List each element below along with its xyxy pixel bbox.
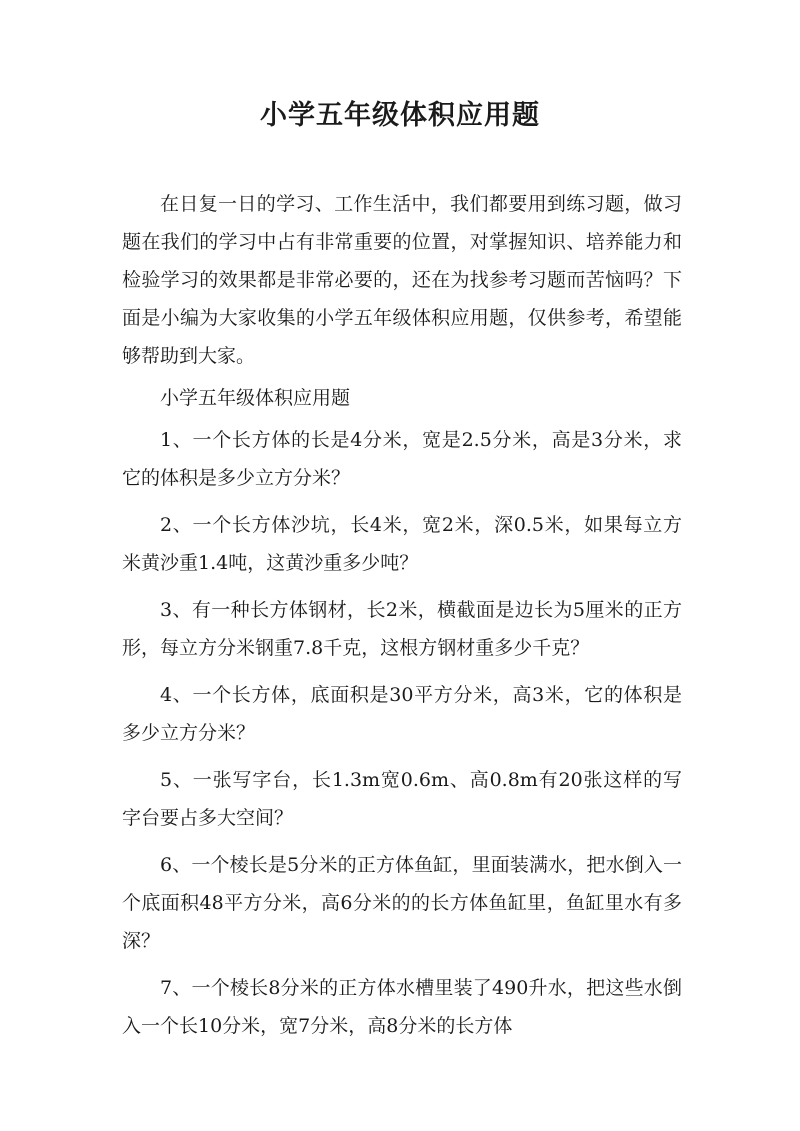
- question-1: 1、一个长方体的长是4分米，宽是2.5分米，高是3分米，求它的体积是多少立方分米？: [122, 429, 682, 489]
- question-5: 5、一张写字台，长1.3m宽0.6m、高0.8m有20张这样的写字台要占多大空间？: [122, 769, 682, 829]
- question-2: 2、一个长方体沙坑，长4米，宽2米，深0.5米，如果每立方米黄沙重1.4吨，这黄沙重多少吨？: [122, 514, 682, 574]
- document-title: 小学五年级体积应用题: [260, 100, 540, 131]
- document-body: [122, 185, 682, 1054]
- question-4: 4、一个长方体，底面积是30平方分米，高3米，它的体积是多少立方分米？: [122, 684, 682, 744]
- intro-paragraph: 在日复一日的学习、工作生活中，我们都要用到练习题，做习题在我们的学习中占有非常重要的位置，对掌握知识、培养能力和检验学习的效果都是非常必要的，还在为找参考习题而苦恼吗？下面是小编为大家收集的小学五年级体积应用题，仅供参考，希望能够帮助到大家。: [122, 193, 682, 367]
- section-subheading: 小学五年级体积应用题: [160, 387, 351, 409]
- question-6: 6、一个棱长是5分米的正方体鱼缸，里面装满水，把水倒入一个底面积48平方分米，高6分米的的长方体鱼缸里，鱼缸里水有多深？: [122, 854, 682, 952]
- question-3: 3、有一种长方体钢材，长2米，横截面是边长为5厘米的正方形，每立方分米钢重7.8千克，这根方钢材重多少千克？: [122, 599, 682, 659]
- question-7: 7、一个棱长8分米的正方体水槽里装了490升水，把这些水倒入一个长10分米，宽7分米，高8分米的长方体: [122, 977, 682, 1037]
